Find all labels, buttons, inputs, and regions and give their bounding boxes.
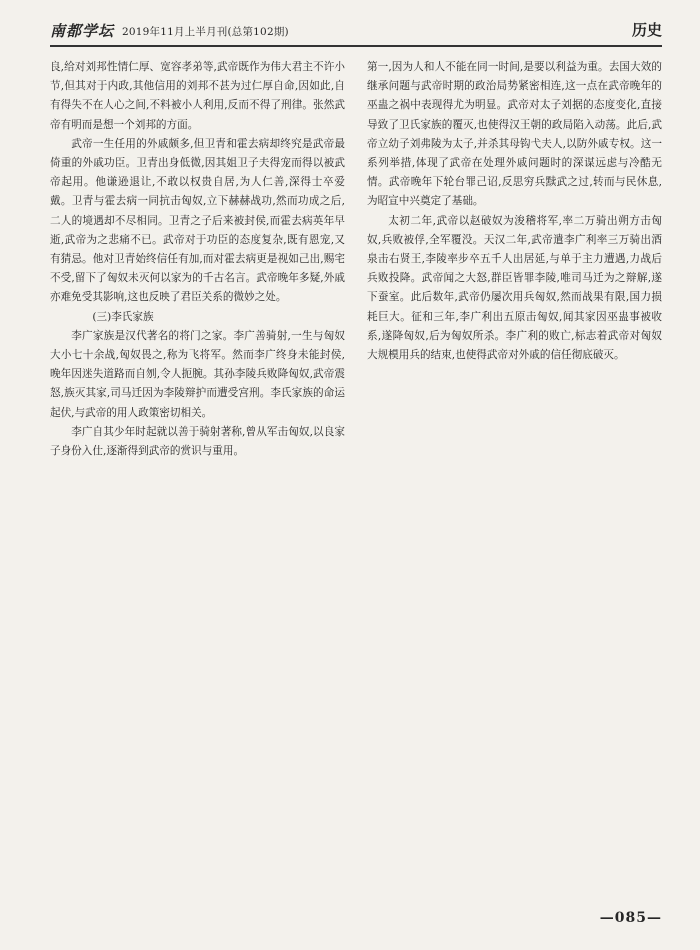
journal-logo: 南都学坛 xyxy=(50,22,115,40)
right-column xyxy=(367,58,662,908)
section-title: 历史 xyxy=(631,21,662,39)
left-column xyxy=(50,58,345,908)
paragraph: 良,给对刘邦性情仁厚、宽容孝弟等,武帝既作为伟大君主不许小节,但其对于内政,其他信用的刘邦不甚为过仁厚自命,因如此,自有得失不在人心之间,不料被小人利用,反而不得了刑律。张然武帝有明而是想一个刘邦的方面。 xyxy=(50,61,345,131)
page-header xyxy=(50,18,662,44)
paragraph: 武帝一生任用的外戚颇多,但卫青和霍去病却终究是武帝最倚重的外戚功臣。卫青出身低微,因其姐卫子夫得宠而得以被武帝起用。他谦逊退让,不敢以权贵自居,为人仁善,深得士卒爱戴。卫青与霍去病一同抗击匈奴,立下赫赫战功,然而功成之后,二人的境遇却不尽相同。卫青之子后来被封侯,而霍去病英年早逝,武帝为之悲痛不已。武帝对于功臣的态度复杂,既有恩宠,又有猜忌。他对卫青始终信任有加,而对霍去病更是视如己出,赐宅不受,留下了匈奴未灭何以家为的千古名言。武帝晚年多疑,外戚亦难免受其影响,这也反映了君臣关系的微妙之处。 xyxy=(50,137,345,304)
paragraph: 李广家族是汉代著名的将门之家。李广善骑射,一生与匈奴大小七十余战,匈奴畏之,称为飞将军。然而李广终身未能封侯,晚年因迷失道路而自刎,令人扼腕。其孙李陵兵败降匈奴,武帝震怒,族灭其家,司马迁因为李陵辩护而遭受宫刑。李氏家族的命运起伏,与武帝的用人政策密切相关。 xyxy=(50,329,345,419)
issue-line: 2019年11月上半月刊(总第102期) xyxy=(122,26,289,38)
section-subheading: (三)李氏家族 xyxy=(92,310,154,323)
paragraph: 第一,因为人和人不能在同一时间,是要以利益为重。去国大效的继承问题与武帝时期的政治局势紧密相连,这一点在武帝晚年的巫蛊之祸中表现得尤为明显。武帝对太子刘据的态度变化,直接导致了卫氏家族的覆灭,也使得汉王朝的政局陷入动荡。此后,武帝立幼子刘弗陵为太子,并杀其母钩弋夫人,以防外戚专权。这一系列举措,体现了武帝在处理外戚问题时的深谋远虑与冷酷无情。武帝晚年下轮台罪己诏,反思穷兵黩武之过,转而与民休息,为昭宣中兴奠定了基础。 xyxy=(367,61,662,208)
paragraph: 太初二年,武帝以赵破奴为浚稽将军,率二万骑出朔方击匈奴,兵败被俘,全军覆没。天汉二年,武帝遣李广利率三万骑出酒泉击右贤王,李陵率步卒五千人出居延,与单于主力遭遇,力战后兵败投降。武帝闻之大怒,群臣皆罪李陵,唯司马迁为之辩解,遂下蚕室。此后数年,武帝仍屡次用兵匈奴,然而战果有限,国力损耗巨大。征和三年,李广利出五原击匈奴,闻其家因巫蛊事被收系,遂降匈奴,后为匈奴所杀。李广利的败亡,标志着武帝对匈奴大规模用兵的结束,也使得武帝对外戚的信任彻底破灭。 xyxy=(367,214,662,362)
header-rule xyxy=(50,45,662,47)
paragraph: 李广自其少年时起就以善于骑射著称,曾从军击匈奴,以良家子身份入仕,逐渐得到武帝的赏识与重用。 xyxy=(50,425,345,458)
page-number: —085— xyxy=(599,910,662,926)
